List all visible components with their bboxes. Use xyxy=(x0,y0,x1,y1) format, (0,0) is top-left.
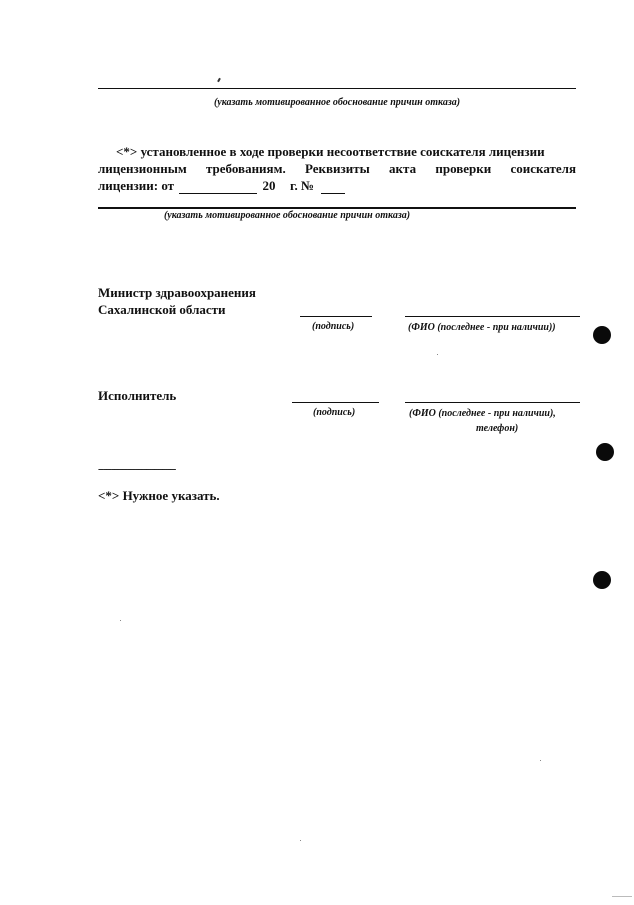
scan-speck xyxy=(612,896,632,897)
second-rule xyxy=(98,207,576,209)
top-caption: (указать мотивированное обоснование причин отказа) xyxy=(213,97,461,108)
minister-signature-caption: (подпись) xyxy=(312,321,355,332)
punch-hole xyxy=(593,326,611,344)
word: требованиям. xyxy=(206,161,286,176)
executor-title: Исполнитель xyxy=(98,388,177,403)
scan-speck xyxy=(300,840,301,841)
executor-name-caption-line-1: (ФИО (последнее - при наличии), xyxy=(409,408,556,419)
minister-title-line-2: Сахалинской области xyxy=(98,302,226,317)
footnote: <*> Нужное указать. xyxy=(98,488,220,503)
word: акта xyxy=(389,161,417,176)
executor-signature-caption: (подпись) xyxy=(313,407,356,418)
minister-name-line[interactable] xyxy=(405,316,580,317)
scan-speck xyxy=(540,760,541,761)
number-label: г. № xyxy=(290,178,315,193)
minister-title-line-1: Министр здравоохранения xyxy=(98,285,256,300)
date-prefix: лицензии: от xyxy=(98,178,175,193)
scan-speck xyxy=(437,354,438,355)
word: Реквизиты xyxy=(304,161,370,176)
executor-name-caption-line-2: телефон) xyxy=(476,423,519,434)
punch-hole xyxy=(593,571,611,589)
word: соискателя xyxy=(510,161,576,176)
top-rule xyxy=(98,88,576,89)
scan-speck xyxy=(120,620,121,621)
paragraph-line-2 xyxy=(98,160,576,177)
word: проверки xyxy=(435,161,492,176)
executor-signature-line[interactable] xyxy=(292,402,379,403)
scan-speck xyxy=(217,78,221,82)
minister-name-caption: (ФИО (последнее - при наличии)) xyxy=(408,322,556,333)
second-caption: (указать мотивированное обоснование причин отказа) xyxy=(163,210,411,221)
punch-hole xyxy=(596,443,614,461)
number-blank[interactable] xyxy=(321,180,345,194)
word: лицензионным xyxy=(98,161,187,176)
footnote-separator: ----------------------------- xyxy=(98,463,176,475)
executor-name-line[interactable] xyxy=(405,402,580,403)
date-blank[interactable] xyxy=(179,180,257,194)
minister-signature-line[interactable] xyxy=(300,316,372,317)
paragraph-line-1: <*> установленное в ходе проверки несоответствие соискателя лицензии xyxy=(116,144,545,159)
paragraph-line-3 xyxy=(98,177,345,194)
year-label: 20 xyxy=(262,178,276,193)
